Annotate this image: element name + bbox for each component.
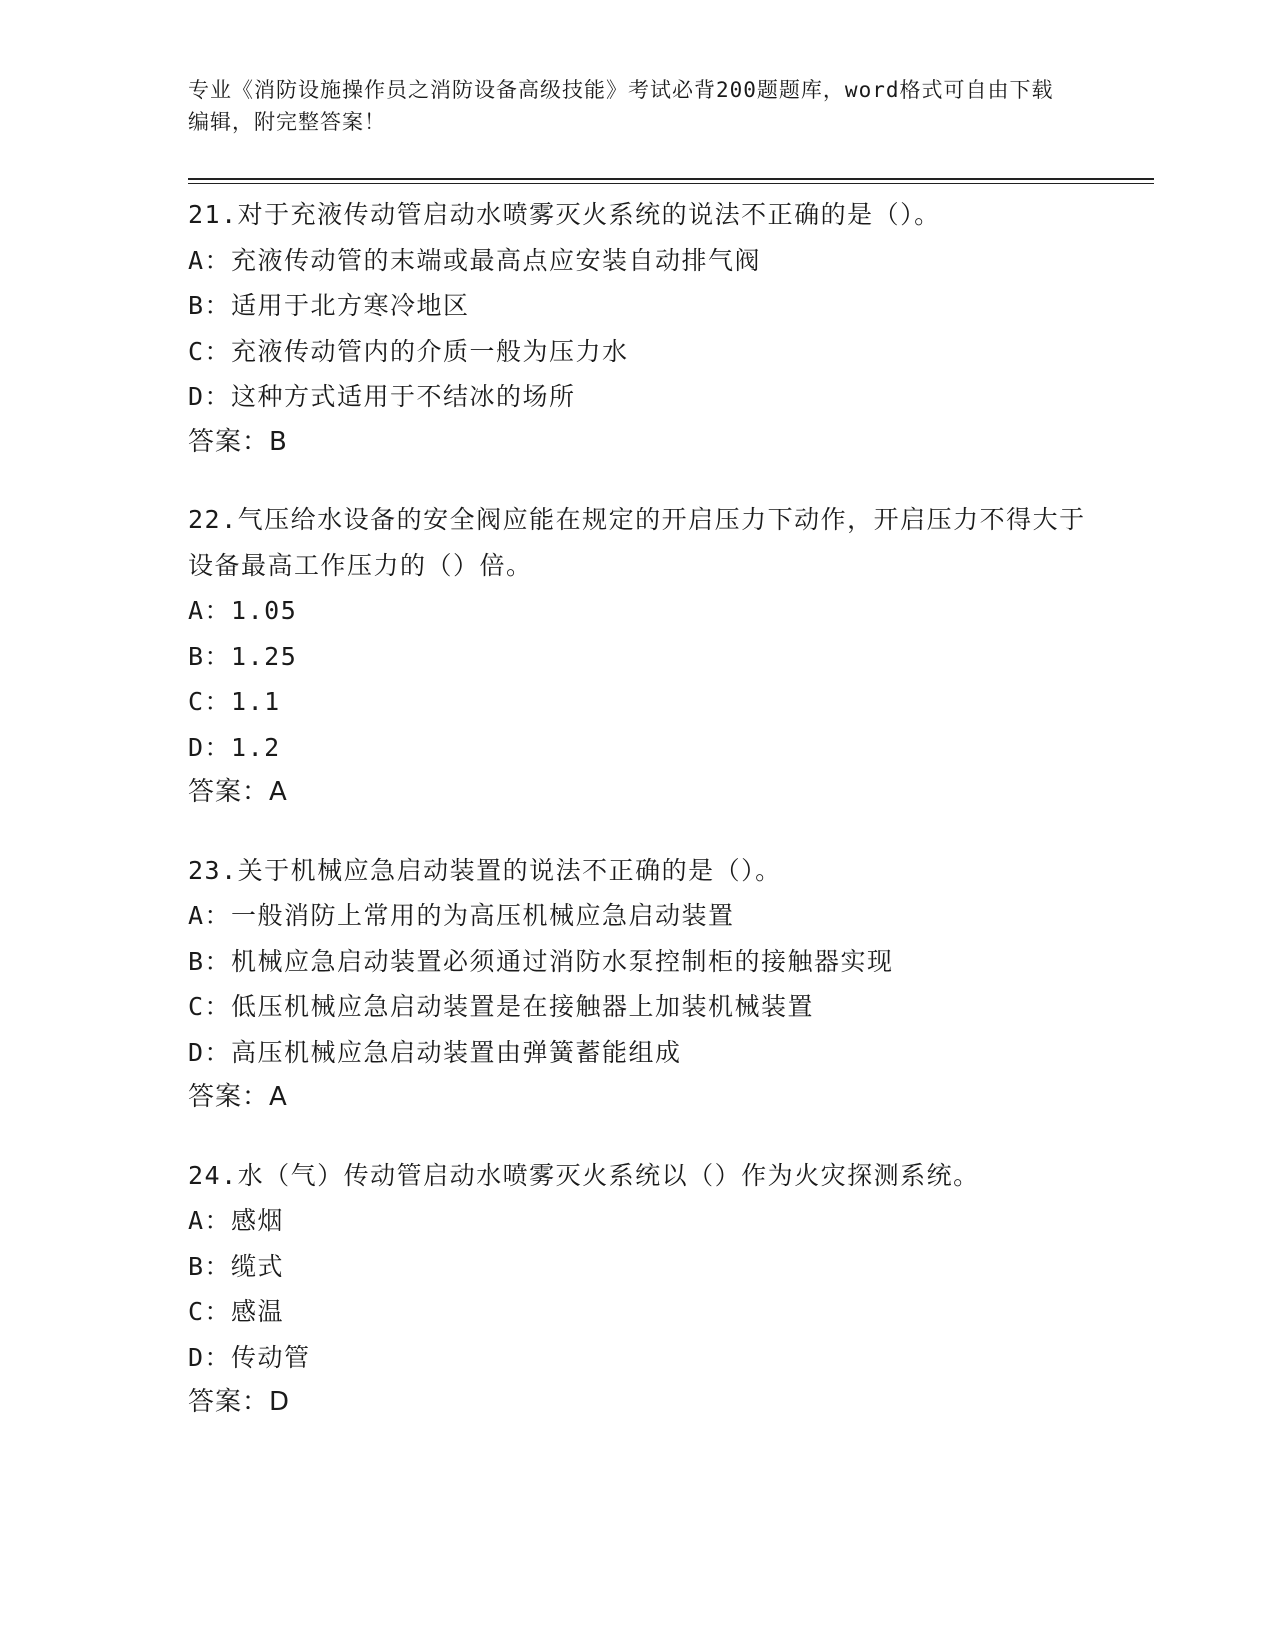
answer-value: A bbox=[269, 1082, 288, 1112]
answer-line bbox=[188, 420, 1088, 466]
answer-label: 答案： bbox=[188, 426, 270, 457]
header-rule-thin bbox=[188, 183, 1154, 184]
header-text: 专业《消防设施操作员之消防设备高级技能》考试必背200题题库，word格式可自由下载编辑，附完整答案！ bbox=[188, 78, 1054, 134]
option-d: D：高压机械应急启动装置由弹簧蓄能组成 bbox=[188, 1037, 682, 1067]
option-d: D：1.2 bbox=[188, 732, 281, 762]
option-a: A：1.05 bbox=[188, 596, 298, 625]
option-a: A：一般消防上常用的为高压机械应急启动装置 bbox=[188, 901, 735, 930]
answer-label: 答案： bbox=[188, 777, 270, 807]
question-24 bbox=[188, 1153, 1088, 1426]
header-rule-thick bbox=[188, 178, 1154, 180]
document-header bbox=[188, 74, 1068, 138]
question-stem: 21.对于充液传动管启动水喷雾灭火系统的说法不正确的是（）。 bbox=[188, 200, 941, 229]
option-c: C：充液传动管内的介质一般为压力水 bbox=[188, 336, 629, 366]
question-23 bbox=[188, 848, 1088, 1121]
answer-value: D bbox=[269, 1387, 291, 1417]
question-22 bbox=[188, 497, 1088, 816]
answer-label: 答案： bbox=[188, 1387, 270, 1417]
option-b: B：机械应急启动装置必须通过消防水泵控制柜的接触器实现 bbox=[188, 946, 894, 976]
answer-value: B bbox=[269, 426, 288, 457]
option-b: B：缆式 bbox=[188, 1251, 285, 1281]
option-a: A：感烟 bbox=[188, 1206, 285, 1235]
option-b: B：1.25 bbox=[188, 641, 298, 671]
question-21 bbox=[188, 192, 1088, 465]
option-c: C：低压机械应急启动装置是在接触器上加装机械装置 bbox=[188, 992, 815, 1021]
option-b: B：适用于北方寒冷地区 bbox=[188, 291, 470, 320]
option-c: C：感温 bbox=[188, 1297, 285, 1326]
option-d: D：这种方式适用于不结冰的场所 bbox=[188, 382, 576, 411]
question-list bbox=[188, 192, 1088, 1458]
answer-value: A bbox=[269, 777, 288, 807]
option-c: C：1.1 bbox=[188, 687, 281, 716]
question-stem: 23.关于机械应急启动装置的说法不正确的是（）。 bbox=[188, 855, 782, 885]
option-d: D：传动管 bbox=[188, 1342, 311, 1372]
question-stem: 22.气压给水设备的安全阀应能在规定的开启压力下动作，开启压力不得大于设备最高工作压力的（）倍。 bbox=[188, 505, 1086, 580]
answer-line bbox=[188, 1380, 1088, 1426]
question-stem: 24.水（气）传动管启动水喷雾灭火系统以（）作为火灾探测系统。 bbox=[188, 1160, 980, 1190]
answer-line bbox=[188, 770, 1088, 816]
answer-line bbox=[188, 1075, 1088, 1121]
option-a: A：充液传动管的末端或最高点应安装自动排气阀 bbox=[188, 245, 762, 275]
answer-label: 答案： bbox=[188, 1082, 270, 1112]
